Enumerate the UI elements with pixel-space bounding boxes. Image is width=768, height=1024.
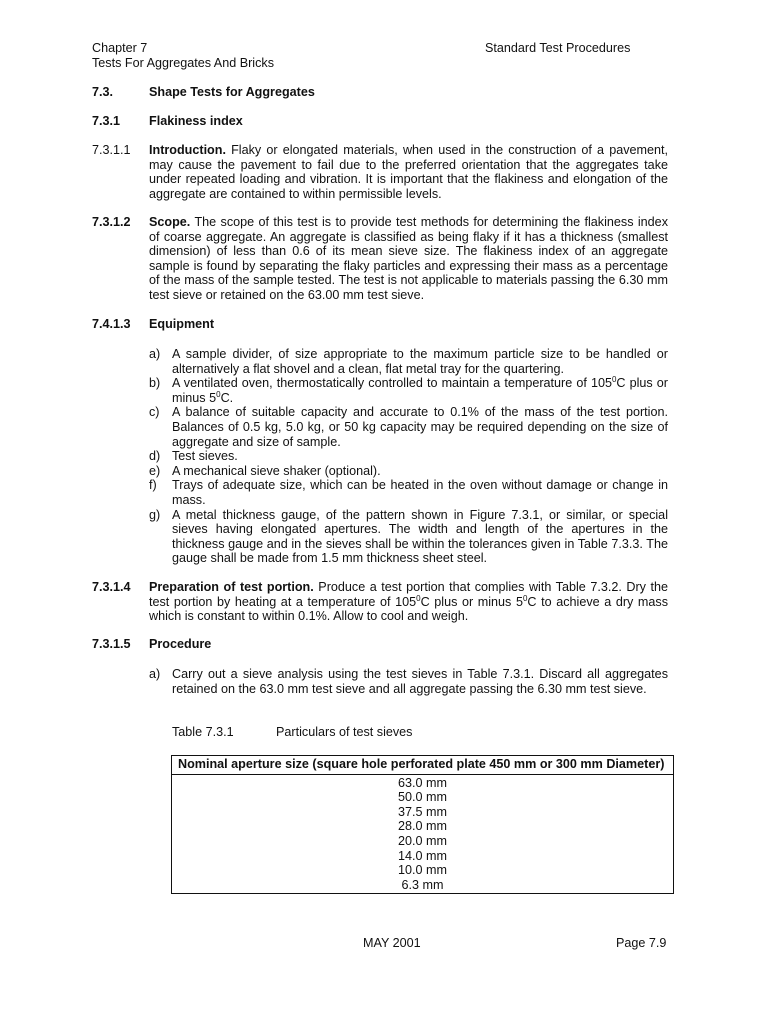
section-title: Flakiness index xyxy=(149,114,243,128)
text-run: C. xyxy=(220,390,234,405)
preparation-number: 7.3.1.4 xyxy=(92,580,131,594)
text-run: C to achieve a dry mass which is constant to within 0.1%. Allow to cool and weigh. xyxy=(149,594,668,624)
section-number: 7.4.1.3 xyxy=(92,317,131,331)
table-cell: 50.0 mm xyxy=(172,790,674,805)
section-number: 7.3.1 xyxy=(92,114,121,128)
list-label: a) xyxy=(149,667,161,681)
table-cell: 14.0 mm xyxy=(172,849,674,864)
list-text: Trays of adequate size, which can be heated in the oven without damage or change in mass. xyxy=(172,478,668,507)
table-row xyxy=(172,834,674,849)
table-row xyxy=(172,805,674,820)
list-text: A balance of suitable capacity and accurate to 0.1% of the mass of the test portion. Balances of 0.5 kg, 5.0 kg, or 50 kg capacity may be required depending on the size of aggregate and size of sample. xyxy=(172,405,668,449)
list-text xyxy=(172,376,668,405)
table-header-cell: Nominal aperture size (square hole perforated plate 450 mm or 300 mm Diameter) xyxy=(172,756,674,775)
preparation-lead: Preparation of test portion. xyxy=(149,580,314,594)
table-row xyxy=(172,774,674,790)
section-number: 7.3. xyxy=(92,85,114,99)
list-text: A sample divider, of size appropriate to the maximum particle size to be handled or alternatively a flat shovel and a clean, flat metal tray for the quartering. xyxy=(172,347,668,376)
list-item xyxy=(149,347,668,376)
list-label: g) xyxy=(149,507,161,522)
intro-number: 7.3.1.1 xyxy=(92,143,131,157)
sieve-table xyxy=(171,755,674,894)
footer-date: MAY 2001 xyxy=(363,936,421,950)
intro-lead: Introduction. xyxy=(149,143,226,157)
table-cell: 20.0 mm xyxy=(172,834,674,849)
scope-text: The scope of this test is to provide test methods for determining the flakiness index of coarse aggregate. An aggregate is classified as being flaky if it has a thickness (smallest dimension) of less than 0.6 of its mean sieve size. The flakiness index of an aggregate sample is found by separating the flaky particles and expressing their mass as a percentage of the mass of the sample tested. The test is not applicable to materials passing the 6.30 mm test sieve or retained on the 63.00 mm test sieve. xyxy=(149,215,668,302)
table-cell: 37.5 mm xyxy=(172,805,674,820)
list-label: a) xyxy=(149,347,161,361)
list-text: A mechanical sieve shaker (optional). xyxy=(172,463,381,478)
text-run: A ventilated oven, thermostatically controlled to maintain a temperature of 105 xyxy=(172,376,612,391)
list-label: f) xyxy=(149,478,157,493)
list-text: A metal thickness gauge, of the pattern shown in Figure 7.3.1, or similar, or special sieves having elongated apertures. The width and length of the apertures in the thickness gauge and in the sieves shall be within the tolerances given in Table 7.3.3. The gauge shall be made from 1.5 mm thickness sheet steel. xyxy=(172,507,668,566)
list-label: b) xyxy=(149,376,161,391)
list-item xyxy=(149,508,668,566)
list-label: d) xyxy=(149,449,161,464)
equipment-list xyxy=(149,347,668,566)
header-subtitle: Tests For Aggregates And Bricks xyxy=(92,56,274,70)
list-item xyxy=(149,667,668,696)
preparation-paragraph xyxy=(149,580,668,624)
list-item xyxy=(149,405,668,449)
footer-page-number: Page 7.9 xyxy=(616,936,667,950)
header-left xyxy=(92,41,274,71)
table-row xyxy=(172,878,674,894)
list-text: Test sieves. xyxy=(172,449,238,464)
section-number: 7.3.1.5 xyxy=(92,637,131,651)
header-chapter: Chapter 7 xyxy=(92,41,148,55)
section-title: Shape Tests for Aggregates xyxy=(149,85,315,99)
table-caption-title: Particulars of test sieves xyxy=(276,725,413,739)
section-title: Equipment xyxy=(149,317,215,331)
list-label: e) xyxy=(149,463,161,478)
scope-number: 7.3.1.2 xyxy=(92,215,131,229)
superscript: 0 xyxy=(416,593,421,603)
text-run: C plus or minus 5 xyxy=(172,376,669,405)
list-item xyxy=(149,449,668,464)
scope-lead: Scope. xyxy=(149,215,191,229)
intro-text: Flaky or elongated materials, when used in the construction of a pavement, may cause the pavement to fail due to the preferred orientation that the aggregates take under repeated loading and vibration. It is important that the flakiness and elongation of the aggregate are contained to within permissible levels. xyxy=(149,143,668,201)
text-run: Produce a test portion that complies with Table 7.3.2. Dry the test portion by heating at a temperature of 105 xyxy=(149,580,668,609)
table-cell: 6.3 mm xyxy=(172,878,674,894)
section-title: Procedure xyxy=(149,637,212,651)
table-row xyxy=(172,819,674,834)
list-text: Carry out a sieve analysis using the test sieves in Table 7.3.1. Discard all aggregates retained on the 63.0 mm test sieve and all aggregate passing the 6.30 mm test sieve. xyxy=(172,667,668,696)
superscript: 0 xyxy=(522,593,528,603)
table-row xyxy=(172,790,674,805)
intro-paragraph xyxy=(149,143,668,201)
table-caption-number: Table 7.3.1 xyxy=(172,725,234,739)
scope-paragraph xyxy=(149,215,668,303)
table-header-row xyxy=(172,756,674,775)
list-label: c) xyxy=(149,405,160,420)
procedure-list xyxy=(149,667,668,696)
list-item xyxy=(149,478,668,507)
table-row xyxy=(172,849,674,864)
table-row xyxy=(172,863,674,878)
superscript: 0 xyxy=(611,375,617,384)
table-cell: 10.0 mm xyxy=(172,863,674,878)
list-item xyxy=(149,376,668,405)
table-cell: 28.0 mm xyxy=(172,819,674,834)
header-right: Standard Test Procedures xyxy=(485,41,631,55)
text-run: C plus or minus 5 xyxy=(420,594,523,609)
table-cell: 63.0 mm xyxy=(172,774,674,790)
superscript: 0 xyxy=(216,389,221,399)
list-item xyxy=(149,464,668,479)
